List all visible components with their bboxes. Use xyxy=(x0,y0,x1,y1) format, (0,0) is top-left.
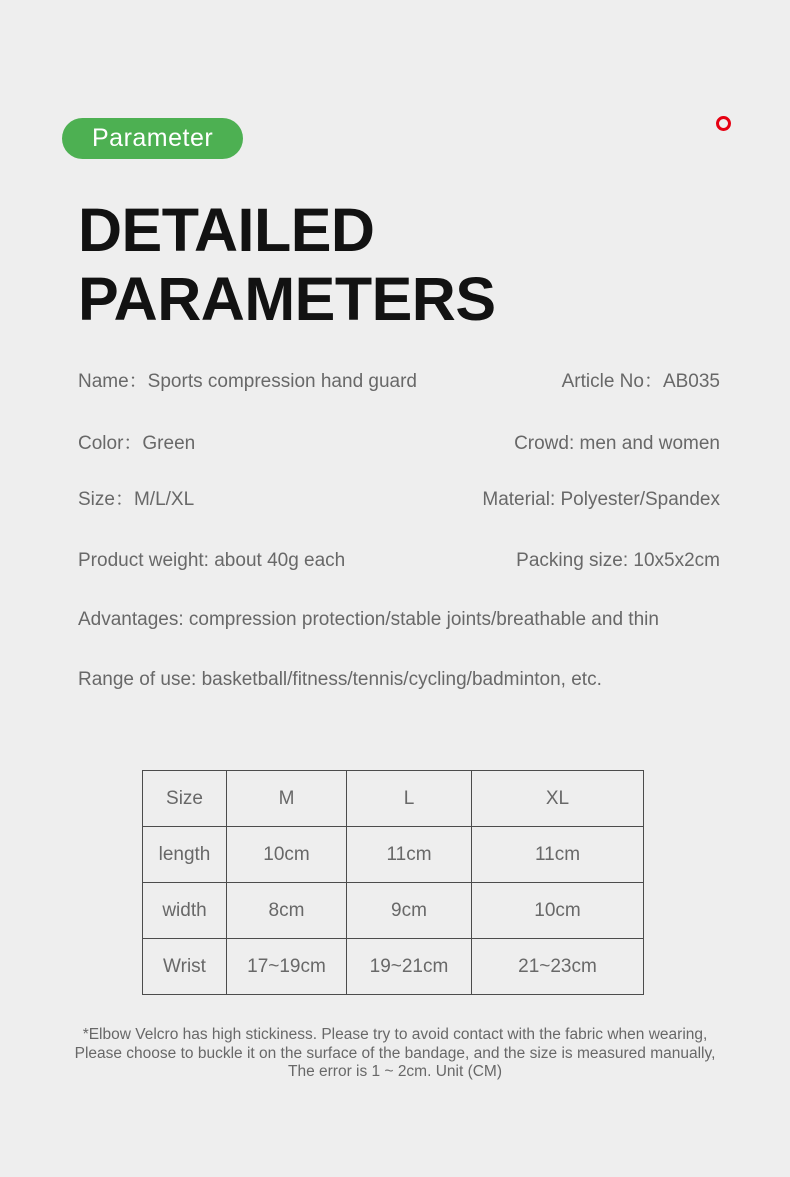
size-chart-table xyxy=(142,770,644,995)
table-cell: 21~23cm xyxy=(472,939,644,995)
footnote xyxy=(0,1026,790,1082)
parameter-badge xyxy=(62,118,243,159)
param-row-size-material xyxy=(78,489,720,511)
table-header-cell: L xyxy=(347,771,472,827)
table-header-row xyxy=(143,771,644,827)
param-name: Name：Sports compression hand guard xyxy=(78,371,418,392)
table-cell: 17~19cm xyxy=(227,939,347,995)
param-row-advantages xyxy=(78,609,720,631)
table-row-label: Wrist xyxy=(143,939,227,995)
table-row-label: width xyxy=(143,883,227,939)
table-cell: 10cm xyxy=(472,883,644,939)
page-title-line1: DETAILED xyxy=(78,196,375,264)
footnote-line1: *Elbow Velcro has high stickiness. Please try to avoid contact with the fabric when wearing, xyxy=(82,1026,708,1043)
param-article-no: Article No：AB035 xyxy=(561,371,720,392)
table-header-cell: Size xyxy=(143,771,227,827)
param-advantages: Advantages: compression protection/stable joints/breathable and thin xyxy=(78,609,659,630)
table-row-length xyxy=(143,827,644,883)
param-material: Material: Polyester/Spandex xyxy=(482,489,720,510)
table-row-width xyxy=(143,883,644,939)
param-row-weight-packing xyxy=(78,550,720,572)
footnote-line3: The error is 1 ~ 2cm. Unit (CM) xyxy=(287,1063,503,1080)
page-title xyxy=(78,196,496,334)
table-cell: 9cm xyxy=(347,883,472,939)
table-cell: 11cm xyxy=(347,827,472,883)
param-range-of-use: Range of use: basketball/fitness/tennis/cycling/badminton, etc. xyxy=(78,669,602,690)
table-cell: 19~21cm xyxy=(347,939,472,995)
param-size: Size：M/L/XL xyxy=(78,489,195,510)
param-row-name-article xyxy=(78,371,720,393)
table-row-label: length xyxy=(143,827,227,883)
param-crowd: Crowd: men and women xyxy=(514,433,720,454)
table-header-cell: M xyxy=(227,771,347,827)
param-color: Color：Green xyxy=(78,433,196,454)
table-row-wrist xyxy=(143,939,644,995)
param-packing-size: Packing size: 10x5x2cm xyxy=(516,550,720,571)
table-cell: 11cm xyxy=(472,827,644,883)
param-weight: Product weight: about 40g each xyxy=(78,550,346,571)
table-cell: 8cm xyxy=(227,883,347,939)
footnote-line2: Please choose to buckle it on the surface of the bandage, and the size is measured manually, xyxy=(74,1044,716,1062)
parameter-badge-label: Parameter xyxy=(92,124,214,152)
red-circle-icon xyxy=(716,116,731,131)
table-header-cell: XL xyxy=(472,771,644,827)
param-row-color-crowd xyxy=(78,433,720,455)
param-row-range-of-use xyxy=(78,669,720,691)
page-title-line2: PARAMETERS xyxy=(78,265,496,333)
table-cell: 10cm xyxy=(227,827,347,883)
